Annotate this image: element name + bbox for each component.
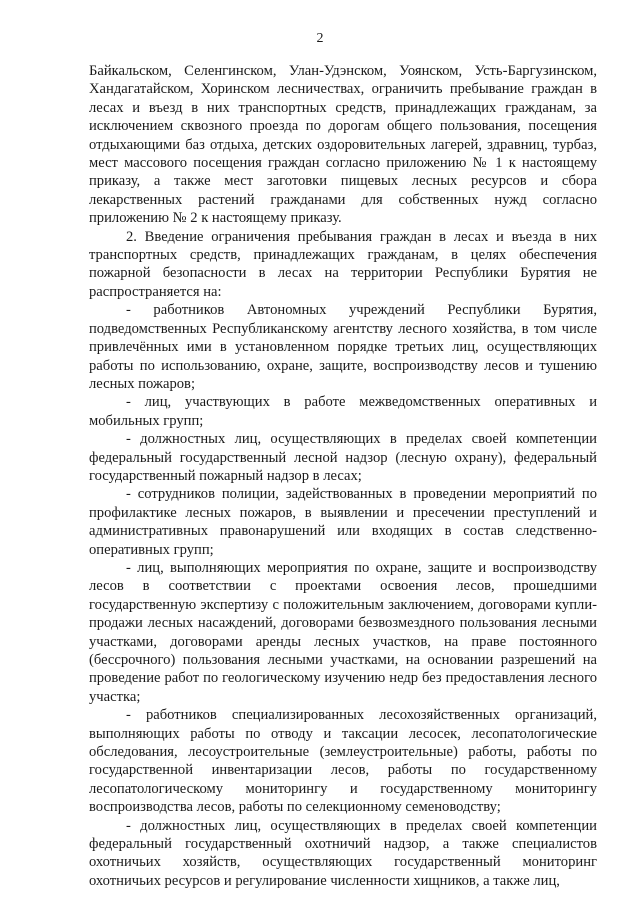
- page-number: 2: [316, 31, 324, 46]
- list-item: - сотрудников полиции, задействованных в проведении мероприятий по профилактике лесных пожаров, в выявлении и пресечении преступлений и административных правонарушений или входящих в состав следственно-оперативных групп;: [89, 486, 597, 558]
- document-body: [89, 62, 597, 890]
- list-item: - работников Автономных учреждений Республики Бурятия, подведомственных Республиканскому агентству лесного хозяйства, в том числе привлечённых ими в установленном порядке третьих лиц, осуществляющих работы по использованию, охране, защите, воспроизводству лесов и тушению лесных пожаров;: [89, 302, 597, 392]
- paragraph-continuation: Байкальском, Селенгинском, Улан-Удэнском, Уоянском, Усть-Баргузинском, Хандагатайском, Хоринском лесничествах, ограничить пребывание граждан в лесах и въезд в них транспортных средств, принадлежащих гражданам, за исключением сквозного проезда по дорогам общего пользования, посещения отдыхающими баз отдыха, детских оздоровительных лагерей, здравниц, турбаз, мест массового посещения граждан согласно приложению № 1 к настоящему приказу, а также мест заготовки пищевых лесных ресурсов и сбора лекарственных растений гражданами для собственных нужд согласно приложению № 2 к настоящему приказу.: [89, 63, 597, 227]
- list-item: - работников специализированных лесохозяйственных организаций, выполняющих работы по отводу и таксации лесосек, лесопатологические обследования, лесоустроительные (землеустроительные) работы, работы по государственной инвентаризации лесов, работы по государственному лесопатологическому мониторингу и государственному мониторингу воспроизводства лесов, работы по селекционному семеноводству;: [89, 707, 597, 816]
- list-item: - лиц, выполняющих мероприятия по охране, защите и воспроизводству лесов в соответствии с проектами освоения лесов, прошедшими государственную экспертизу с положительным заключением, договорами купли-продажи лесных насаждений, договорами безвозмездного пользования лесными участками, договорами аренды лесных участков, на праве постоянного (бессрочного) пользования лесными участками, на основании разрешений на проведение работ по геологическому изучению недр без предоставления лесного участка;: [89, 559, 597, 705]
- list-item: - лиц, участвующих в работе межведомственных оперативных и мобильных групп;: [89, 394, 597, 429]
- list-item: - должностных лиц, осуществляющих в пределах своей компетенции федеральный государственный охотничий надзор, а также специалистов охотничьих хозяйств, осуществляющих государственный мониторинг охотничьих ресурсов и регулирование численности хищников, а также лиц,: [89, 817, 597, 889]
- list-item: - должностных лиц, осуществляющих в пределах своей компетенции федеральный государственный лесной надзор (лесную охрану), федеральный государственный пожарный надзор в лесах;: [89, 431, 597, 484]
- paragraph-item-2: 2. Введение ограничения пребывания граждан в лесах и въезда в них транспортных средств, принадлежащих гражданам, в целях обеспечения пожарной безопасности в лесах на территории Республики Бурятия не распространяется на:: [89, 228, 597, 300]
